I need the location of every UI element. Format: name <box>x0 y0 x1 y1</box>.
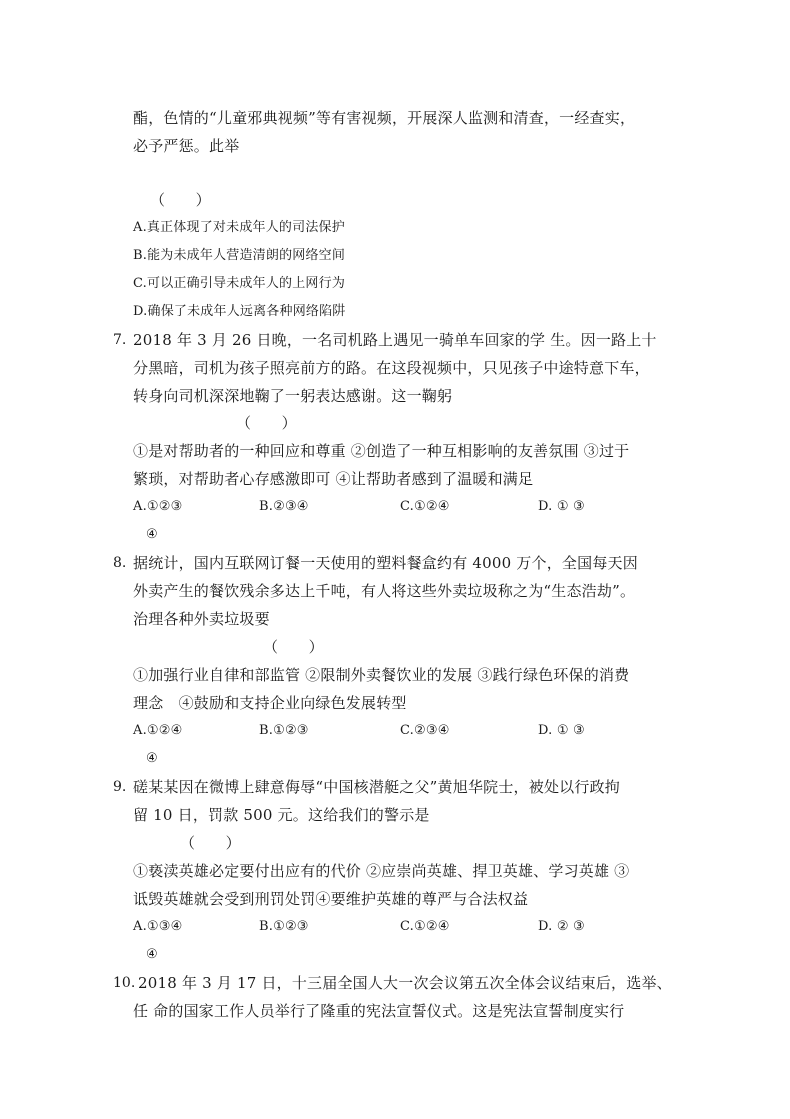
q8-option-d: D. ① ③ <box>538 723 585 738</box>
q9-statement-line1: ①亵渎英雄必定要付出应有的代价 ②应崇尚英雄、捍卫英雄、学习英雄 ③ <box>133 862 630 880</box>
q8-option-d-wrap: ④ <box>146 751 158 766</box>
q9-statement-line2: 诋毁英雄就会受到刑罚处罚④要维护英雄的尊严与合法权益 <box>133 890 529 908</box>
q7-option-d-wrap: ④ <box>146 527 158 542</box>
q7-stem-line3: 转身向司机深深地鞠了一躬表达感谢。这一鞠躬 <box>133 387 453 405</box>
q10-stem-line2: 任 命的国家工作人员举行了隆重的宪法宣誓仪式。这是宪法宣誓制度实行 <box>133 1002 625 1020</box>
q7-option-a: A.①②③ <box>133 499 183 514</box>
q10-stem-line1: 2018 年 3 月 17 日，十三届全国人大一次会议第五次全体会议结束后，选举、 <box>138 974 672 992</box>
q7-stem-line2: 分黑暗，司机为孩子照亮前方的路。在这段视频中，只见孩子中途特意下车， <box>133 359 650 377</box>
q9-option-c: C.①②④ <box>400 919 450 934</box>
q7-option-c: C.①②④ <box>400 499 450 514</box>
q9-option-d-wrap: ④ <box>146 947 158 962</box>
q7-answer-blank: （ ） <box>236 414 297 432</box>
q8-statement-line1: ①加强行业自律和部监管 ②限制外卖餐饮业的发展 ③践行绿色环保的消费 <box>133 666 630 684</box>
q7-stem-line1: 2018 年 3 月 26 日晚，一名司机路上遇见一骑单车回家的学 生。因一路上十 <box>133 331 657 349</box>
q9-option-d: D. ② ③ <box>538 919 585 934</box>
q8-option-b: B.①②③ <box>259 723 309 738</box>
q9-stem-line1: 磋某某因在微博上肆意侮辱“中国核潜艇之父”黄旭华院士，被处以行政拘 <box>133 778 620 796</box>
q7-statement-line2: 繁琐，对帮助者心存感激即可 ④让帮助者感到了温暖和满足 <box>133 470 534 488</box>
q8-option-c: C.②③④ <box>400 723 450 738</box>
q7-option-b: B.②③④ <box>259 499 309 514</box>
q9-stem-line2: 留 10 日，罚款 500 元。这给我们的警示是 <box>133 806 430 824</box>
q6-stem-line2: 必予严惩。此举 <box>133 137 240 155</box>
q8-answer-blank: （ ） <box>263 638 324 656</box>
q8-stem-line1: 据统计，国内互联网订餐一天使用的塑料餐盒约有 4000 万个，全国每天因 <box>133 554 638 572</box>
q8-stem-line3: 治理各种外卖垃圾要 <box>133 610 270 628</box>
q9-answer-blank: （ ） <box>180 834 241 852</box>
q7-number: 7. <box>113 332 127 348</box>
q6-answer-blank: （ ） <box>150 191 211 209</box>
q8-option-a: A.①②④ <box>133 723 183 738</box>
q8-number: 8. <box>113 555 127 571</box>
q10-number: 10. <box>113 975 136 991</box>
q6-stem-line1: 酯，色情的“儿童邪典视频”等有害视频，开展深人监测和清查，一经查实， <box>133 109 636 127</box>
q6-option-c: C.可以正确引导未成年人的上网行为 <box>133 276 346 291</box>
q8-stem-line2: 外卖产生的餐饮残余多达上千吨，有人将这些外卖垃圾称之为“生态浩劫”。 <box>133 582 636 600</box>
q9-option-b: B.①②③ <box>259 919 309 934</box>
q9-number: 9. <box>113 779 127 795</box>
q8-statement-line2: 理念 ④鼓励和支持企业向绿色发展转型 <box>133 694 407 712</box>
q6-option-b: B.能为未成年人营造清朗的网络空间 <box>133 248 346 263</box>
q7-statement-line1: ①是对帮助者的一种回应和尊重 ②创造了一种互相影响的友善氛围 ③过于 <box>133 442 630 460</box>
q6-option-a: A.真正体现了对未成年人的司法保护 <box>133 220 345 235</box>
q9-option-a: A.①③④ <box>133 919 183 934</box>
q6-option-d: D.确保了未成年人远离各种网络陷阱 <box>133 304 346 319</box>
q7-option-d: D. ① ③ <box>538 499 585 514</box>
